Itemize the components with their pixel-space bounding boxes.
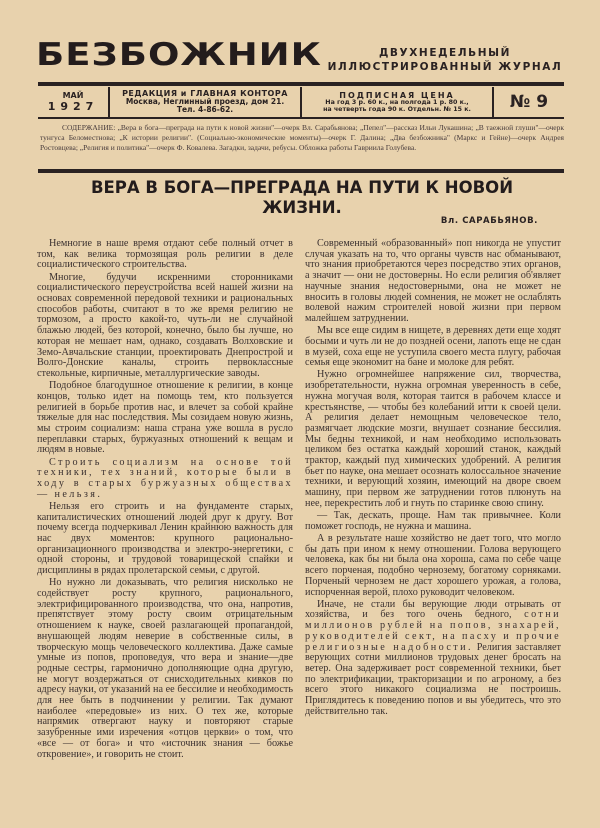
article-author: Вл. САРАБЬЯНОВ. xyxy=(440,216,538,226)
headline-line: ВЕРА В БОГА—ПРЕГРАДА НА ПУТИ К НОВОЙ xyxy=(90,178,514,197)
info-bar xyxy=(38,87,564,117)
subscription-info xyxy=(302,87,494,117)
article-headline xyxy=(40,178,564,218)
editorial-address: Москва, Неглинный проезд, дом 21. xyxy=(125,97,285,106)
price-line: на четверть года 90 к. Отдельн. № 15 к. xyxy=(323,105,471,113)
article-column-right xyxy=(305,239,561,719)
paragraph-emphasis: Строить социализм на основе той техники, тех знаний, которые были в ходу в старых буржуазных обществах — нельзя. xyxy=(37,456,293,500)
paragraph: А в результате наше хозяйство не дает того, что могло бы дать при ином к нему отношении. Голова верующего человека, как бы ни была она хороша, сама по себе чаще всего порченая, подобно чернозему, богатому сорняками. Порченый чернозем не даст хорошего урожая, а голова, испорченная верой, плохо руководит человеком. xyxy=(305,532,561,598)
issue-year: 1927 xyxy=(47,100,99,113)
issue-date xyxy=(38,87,110,117)
paragraph-text: Религия заставляет верующих сотни миллионов трудовых денег бросать на ветер. Она задерживает рост современной техники, бьет по электрификации, тракторизации и по агроному, а без всего этого никакого социализма не построишь. Приглядитесь к поведению попов и вы убедитесь, что это действительно так. xyxy=(305,641,561,717)
issue-month: МАЙ xyxy=(62,91,84,100)
paragraph: Многие, будучи искренними сторонниками социалистического переустройства всей нашей жизни на основах современной передовой техники и рациональных способов работы, считают в то же время религию не тормозом, а просто какой-то, чуть-ли не случайной блажью людей, без которой, конечно, было бы лучше, но которая не мешает нам, однако, создавать Волховские и Земо-Авчальские станции, проектировать Днепрострой и Волго-Донские каналы, строить первоклассные стекольные, кирпичные, металлургические заводы. xyxy=(37,271,293,379)
masthead-subtitle xyxy=(325,46,565,74)
paragraph-text: Иначе, не стали бы верующие люди отрывать от хозяйства, и без того очень бедного, xyxy=(305,598,561,621)
masthead-logo: БЕЗБОЖНИК xyxy=(36,36,322,73)
headline-line: ЖИЗНИ. xyxy=(262,198,342,217)
paragraph-emphasis: сотни миллионов рублей на попов, знахарей, руководителей сект, на пасху и прочие религиозные надобности. xyxy=(305,609,561,653)
paragraph: Нужно огромнейшее напряжение сил, творчества, изобретательности, нужна огромная уверенность в себе, нужна могучая воля, которая таится в рабочем классе и крестьянстве, — чтобы без колебаний итти к своей цели. А религия делает немощным человеческое тело, размягчает людские мозги, внушает сознание бессилия. Мы бедны техникой, и нам необходимо использовать целиком без остатка каждый хороший станок, каждый трактор, каждый пуд химических удобрений. А религия бьет по науке, она мешает осознать колоссальное значение техники, и верующий хозяин, имеющий на дворе своем машину, при первом же затруднении готов плюнуть на нее, перекрестить лоб и гнуть по старинке свою спину. xyxy=(305,369,561,509)
paragraph xyxy=(305,600,561,718)
top-rule xyxy=(38,82,564,86)
editorial-phone: Тел. 4-86-62. xyxy=(176,105,234,114)
paragraph: Подобное благодушное отношение к религии, в конце концов, только идет на помощь тем, кто пользуется религией в борьбе против нас, и влечет за собой крайне тяжелые для нас последствия. Мы созидаем новую жизнь, мы строим социализм: наша страна уже вошла в русло переплавки старых, буржуазных отношений к вещам и людям в новые. xyxy=(37,380,293,456)
editorial-heading: РЕДАКЦИЯ и ГЛАВНАЯ КОНТОРА xyxy=(122,89,288,98)
subtitle-line: ИЛЛЮСТРИРОВАННЫЙ ЖУРНАЛ xyxy=(327,61,563,73)
price-line: На год 3 р. 60 к., на полгода 1 р. 80 к., xyxy=(325,98,469,106)
paragraph: Нельзя его строить и на фундаменте старых, капиталистических отношений людей друг к другу. Вот почему всегда подчеркивал Ленин крайнюю важность для нас двух моментов: крупного рационально-организационного производства и электро-энергетики, с одной стороны, и трудовой товарищеской спайки и дисциплины в рядах пролетарской семьи, с другой. xyxy=(37,500,293,577)
price-heading: ПОДПИСНАЯ ЦЕНА xyxy=(339,90,455,100)
article-column-left xyxy=(37,239,293,762)
editorial-info xyxy=(110,87,302,117)
paragraph: Немногие в наше время отдают себе полный отчет в том, как велика тормозящая роль религии в деле социалистического строительства. xyxy=(37,238,293,271)
paragraph: Мы все еще сидим в нищете, в деревнях дети еще ходят босыми и чуть ли не до поздней осени, лапоть еще не сдан в музей, соха еще не уступила своего места плугу, рабочая семья еще экономит на бане и молоке для ребят. xyxy=(305,325,561,369)
subtitle-line: ДВУХНЕДЕЛЬНЫЙ xyxy=(378,47,511,59)
paragraph: — Так, дескать, проще. Нам так привычнее. Коли поможет господь, не нужна и машина. xyxy=(305,510,561,532)
paragraph: Но нужно ли доказывать, что религия нисколько не содействует росту крупного, рационального, электрифицированного производства, что она, напротив, препятствует этому росту своим отрицательным отношением к науке, своей разлагающей пропагандой, внушающей людям неверие в собственные силы, в творческую мощь человеческого коллектива. Даже самые умные из попов, проповедуя, что вера и знание—две родные сестры, гармонично дополняющие одна другую, не могут воздержаться от снисходительных кивков по адресу науки, от указаний на ее бессилие и необходимость для нее быть в подчинении у религии. Так думают наиболее «передовые» из них. О тех же, которые напрямик отвергают науку и повторяют старые зазубренные ими изречения «отцов церкви» о том, что «все — от бога» и что «источник знания — божье откровение», и говорить не стоит. xyxy=(37,577,293,760)
table-of-contents: СОДЕРЖАНИЕ: „Вера в бога—преграда на пути к новой жизни"—очерк Вл. Сарабьянова; „Пепел"—рассказ Ильи Лукашина; „В таежной глуши"—очерк тунгуса Беломестнова; „К истории религии". (Социально-экономические моменты)—очерк Г. Далина; „Два безбожника" (Маркс и Гейне)—очерк Андрея Ростовцева; „Религия и политика"—очерк Ф. Ковалева. Загадки, задачи, ребусы. Обложка работы Гавриила Голубева. xyxy=(40,123,564,152)
paragraph: Современный «образованный» поп никогда не упустит случая указать на то, что органы чувств нас обманывают, что знания приобретаются через посредство этих органов, а значит — они не достоверны. Но если религия об'являет научные знания недостоверными, она не может не вносить в головы людей сомнения, не может не ослаблять волевой нажим строителей новой жизни при первом малейшем затруднении. xyxy=(305,238,561,324)
contents-rule xyxy=(38,169,564,173)
issue-number: № 9 xyxy=(509,92,549,112)
bar-bottom-rule xyxy=(38,117,564,119)
